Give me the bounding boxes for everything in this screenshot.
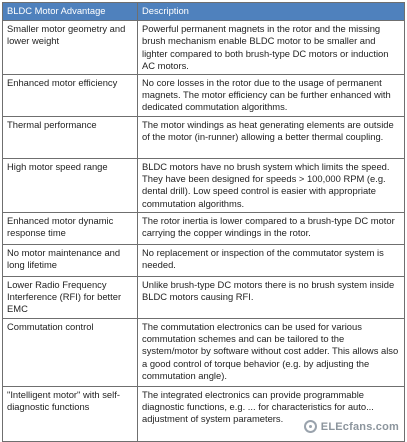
table-row [3, 74, 405, 116]
description-cell: No replacement or inspection of the commutator system is needed. [138, 244, 405, 276]
table-body [3, 21, 405, 442]
watermark-text: ELEcfans.com [320, 420, 399, 433]
header-advantage: BLDC Motor Advantage [3, 3, 138, 21]
advantage-cell: Commutation control [3, 318, 138, 386]
description-cell: The integrated electronics can provide programmable diagnostic functions, e.g. ... for characteristics for auto... adjustment of system parameters. [138, 386, 405, 441]
description-cell: Unlike brush-type DC motors there is no brush system inside BLDC motors causing RFI. [138, 276, 405, 318]
advantage-cell: Enhanced motor efficiency [3, 74, 138, 116]
table-row [3, 276, 405, 318]
table-row [3, 212, 405, 244]
advantage-cell: No motor maintenance and long lifetime [3, 244, 138, 276]
table-row [3, 386, 405, 441]
header-description: Description [138, 3, 405, 21]
description-cell: The rotor inertia is lower compared to a brush-type DC motor carrying the copper windings in the rotor. [138, 212, 405, 244]
table-row [3, 244, 405, 276]
advantage-cell: Thermal performance [3, 116, 138, 158]
description-cell: BLDC motors have no brush system which limits the speed. They have been designed for speeds > 100,000 RPM (e.g. dental drill). Low speed control is easier with appropriate commutation algorithms. [138, 158, 405, 212]
table-row [3, 21, 405, 75]
table-row [3, 318, 405, 386]
description-cell: The motor windings as heat generating elements are outside of the motor (in-runner) allowing a better thermal coupling. [138, 116, 405, 158]
description-cell: No core losses in the rotor due to the usage of permanent magnets. The motor efficiency can be further enhanced with dedicated commutation algorithms. [138, 74, 405, 116]
advantage-table-sheet [2, 2, 404, 436]
advantage-cell: High motor speed range [3, 158, 138, 212]
header-row [3, 3, 405, 21]
advantage-cell: "Intelligent motor" with self-diagnostic functions [3, 386, 138, 441]
description-cell: The commutation electronics can be used for various commutation schemes and can be tailored to the system/motor by software without cost adder. This allows also a good control of torque behavior (e.g. by adjusting the commutation angle). [138, 318, 405, 386]
table-row [3, 116, 405, 158]
advantage-cell: Smaller motor geometry and lower weight [3, 21, 138, 75]
advantage-cell: Enhanced motor dynamic response time [3, 212, 138, 244]
table-header [3, 3, 405, 21]
table-row [3, 158, 405, 212]
description-cell: Powerful permanent magnets in the rotor and the missing brush mechanism enable BLDC motor to be smaller and lighter compared to both brush-type DC motors or induction AC motors. [138, 21, 405, 75]
bldc-advantages-table [2, 2, 405, 442]
advantage-cell: Lower Radio Frequency Interference (RFI) for better EMC [3, 276, 138, 318]
